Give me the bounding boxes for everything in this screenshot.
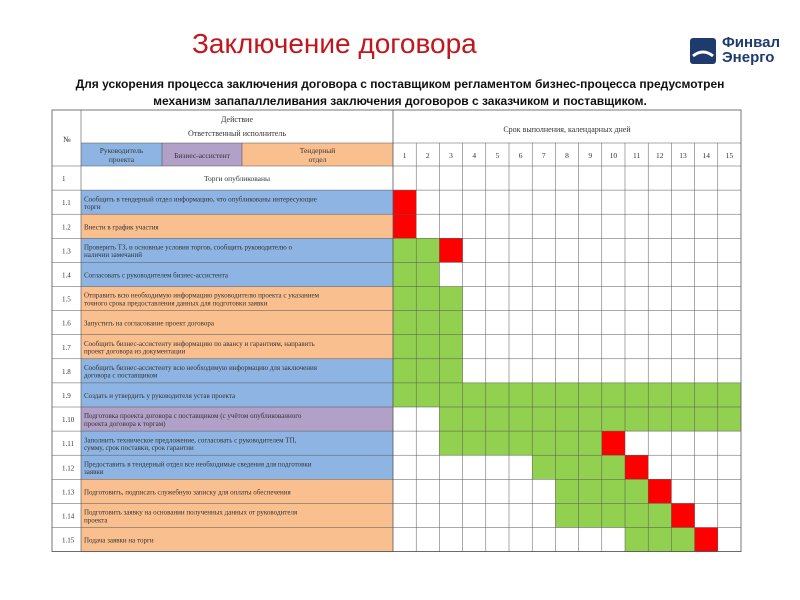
gantt-bar-green (671, 407, 694, 431)
day-number: 8 (565, 151, 569, 160)
gantt-bar-green (648, 503, 671, 527)
gantt-bar-green (486, 431, 509, 455)
gantt-bar-red (393, 190, 416, 214)
row-number: 1 (62, 175, 66, 184)
gantt-bar-green (695, 407, 718, 431)
day-number: 4 (472, 151, 477, 160)
day-number: 11 (632, 151, 641, 160)
row-number: 1.4 (62, 271, 71, 280)
row-text: Сообщить в тендерный отдел информацию, что опубликованы интересующие (84, 195, 317, 204)
gantt-bar-green (532, 407, 555, 431)
row-number: 1.6 (62, 319, 71, 328)
gantt-bar-green (463, 407, 486, 431)
gantt-bar-green (718, 407, 741, 431)
role-header-label: отдел (308, 155, 327, 164)
row-text: Проверить ТЗ, и основные условия торгов, сообщить руководителю о (84, 243, 292, 252)
row-text: Согласовать с руководителем бизнес-ассистента (84, 271, 229, 280)
gantt-bar-green (625, 407, 648, 431)
gantt-bar-green (416, 383, 439, 407)
row-number: 1.1 (62, 199, 71, 208)
gantt-bar-green (602, 479, 625, 503)
gantt-bar-green (393, 335, 416, 359)
gantt-bar-green (718, 383, 741, 407)
row-number: 1.14 (62, 512, 75, 521)
row-text: Подготовка проекта договора с поставщиком (с учётом опубликованного (84, 412, 302, 421)
executor-header: Ответственный исполнитель (188, 129, 286, 138)
day-number: 15 (725, 151, 734, 160)
row-number: 1.5 (62, 295, 71, 304)
gantt-bar-green (579, 431, 602, 455)
row-text: Сообщить бизнес-ассистенту всю необходимую информацию для заключения (84, 364, 317, 372)
gantt-bar-green (439, 431, 462, 455)
row-number: 1.15 (62, 536, 75, 545)
gantt-bar-green (532, 455, 555, 479)
gantt-bar-green (509, 431, 532, 455)
gantt-bar-green (625, 383, 648, 407)
row-number: 1.11 (62, 440, 74, 449)
row-number: 1.13 (62, 488, 75, 497)
row-text: наличии замечаний (84, 251, 143, 260)
gantt-bar-green (671, 528, 694, 552)
gantt-bar-red (625, 455, 648, 479)
day-number: 9 (588, 151, 593, 160)
row-text: сумму, срок поставки, срок гарантии (84, 444, 194, 452)
row-number: 1.10 (62, 416, 75, 425)
gantt-bar-green (648, 383, 671, 407)
day-number: 6 (518, 151, 523, 160)
row-number: 1.7 (62, 343, 71, 352)
gantt-bar-red (602, 431, 625, 455)
gantt-bar-green (439, 359, 462, 383)
day-number: 7 (541, 151, 546, 160)
gantt-bar-green (439, 287, 462, 311)
role-header-label: Бизнес-ассистент (174, 151, 230, 160)
gantt-bar-green (416, 238, 439, 262)
logo-line2: Энерго (722, 49, 775, 66)
gantt-bar-green (439, 311, 462, 335)
subtitle-line2: механизм запапаллеливания заключения договоров с заказчиком и поставщиком. (153, 94, 647, 108)
gantt-bar-green (648, 528, 671, 552)
gantt-bar-green (555, 431, 578, 455)
gantt-bar-green (648, 407, 671, 431)
row-text: точного срока предоставления данных для подготовки заявки (84, 299, 268, 308)
day-number: 1 (402, 151, 407, 160)
gantt-bar-green (439, 407, 462, 431)
gantt-bar-green (555, 455, 578, 479)
gantt-bar-green (625, 528, 648, 552)
row-number: 1.2 (62, 223, 71, 232)
gantt-bar-green (393, 383, 416, 407)
day-number: 5 (495, 151, 500, 160)
gantt-bar-green (602, 503, 625, 527)
row-text: проекта договора к торгам) (84, 419, 166, 428)
gantt-bar-green (602, 383, 625, 407)
row-text: Создать и утвердить у руководителя устав проекта (84, 391, 236, 400)
day-number: 12 (656, 151, 664, 160)
gantt-bar-green (625, 503, 648, 527)
gantt-bar-green (463, 431, 486, 455)
day-number: 14 (702, 151, 710, 160)
gantt-bar-green (579, 407, 602, 431)
gantt-bar-red (393, 214, 416, 238)
gantt-bar-green (416, 287, 439, 311)
gantt-bar-green (602, 455, 625, 479)
gantt-bar-green (416, 335, 439, 359)
gantt-bar-green (393, 287, 416, 311)
role-header-label: проекта (108, 155, 135, 164)
gantt-bar-green (695, 383, 718, 407)
row-text: проект договора из документации (84, 347, 186, 356)
period-header: Срок выполнения, календарных дней (503, 125, 631, 134)
gantt-bar-green (602, 407, 625, 431)
gantt-bar-red (695, 528, 718, 552)
action-header: Действие (220, 115, 254, 124)
gantt-bar-green (509, 407, 532, 431)
gantt-bar-green (671, 383, 694, 407)
gantt-bar-green (532, 383, 555, 407)
gantt-bar-green (393, 238, 416, 262)
role-header-label: Руководитель (99, 146, 144, 155)
row-text: Отправить всю необходимую информацию руководителю проекта с указанием (84, 291, 320, 300)
gantt-bar-green (486, 407, 509, 431)
row-text: заявки (84, 468, 104, 477)
gantt-bar-green (625, 479, 648, 503)
gantt-bar-green (555, 479, 578, 503)
row-number: 1.3 (62, 247, 71, 256)
row-text: Подготовить, подписать служебную записку для оплаты обеспечения (84, 488, 291, 497)
row-text: договора с поставщиком (84, 371, 158, 380)
day-number: 10 (609, 151, 618, 160)
gantt-bar-green (416, 359, 439, 383)
gantt-bar-red (439, 238, 462, 262)
row-text: Подача заявки на торги (84, 536, 154, 545)
row-text: Внести в график участия (84, 223, 159, 232)
day-number: 2 (425, 151, 430, 160)
row-text: проекта (84, 516, 108, 525)
day-number: 13 (679, 151, 687, 160)
row-text: Подготовить заявку на основании полученных данных от руководителя (84, 508, 298, 517)
gantt-bar-green (463, 383, 486, 407)
gantt-bar-green (416, 311, 439, 335)
gantt-bar-green (393, 359, 416, 383)
gantt-bar-green (393, 311, 416, 335)
gantt-bar-red (648, 479, 671, 503)
day-number: 3 (449, 151, 453, 160)
gantt-bar-green (555, 503, 578, 527)
gantt-bar-green (555, 407, 578, 431)
gantt-bar-green (579, 455, 602, 479)
gantt-bar-green (509, 383, 532, 407)
gantt-bar-green (486, 383, 509, 407)
row-text: Запустить на согласование проект договора (84, 319, 214, 328)
row-number: 1.9 (62, 391, 71, 400)
gantt-bar-green (579, 503, 602, 527)
logo-line1: Финвал (722, 34, 780, 51)
gantt-bar-green (555, 383, 578, 407)
row-number: 1.12 (62, 464, 75, 473)
row-text: Предоставить в тендерный отдел все необходимые сведения для подготовки (84, 460, 312, 469)
gantt-bar-red (671, 503, 694, 527)
subtitle-line1: Для ускорения процесса заключения договора с поставщиком регламентом бизнес-процесса предусмотрен (75, 77, 725, 91)
gantt-bar-green (393, 262, 416, 286)
row-number: 1.8 (62, 367, 71, 376)
num-header: № (63, 135, 71, 144)
row-text: торги (84, 203, 101, 211)
gantt-bar-green (439, 335, 462, 359)
gantt-bar-green (416, 262, 439, 286)
page-title: Заключение договора (192, 28, 477, 59)
gantt-bar-green (532, 431, 555, 455)
row-text: Торги опубликованы (203, 174, 271, 184)
gantt-bar-green (579, 383, 602, 407)
row-text: Заполнить техническое предложение, согласовать с руководителем ТП, (84, 436, 297, 445)
role-header-label: Тендерный (299, 146, 336, 155)
gantt-bar-green (579, 479, 602, 503)
row-text: Сообщить бизнес-ассистенту информацию по авансу и гарантиям, направить (84, 339, 315, 348)
gantt-bar-green (439, 383, 462, 407)
